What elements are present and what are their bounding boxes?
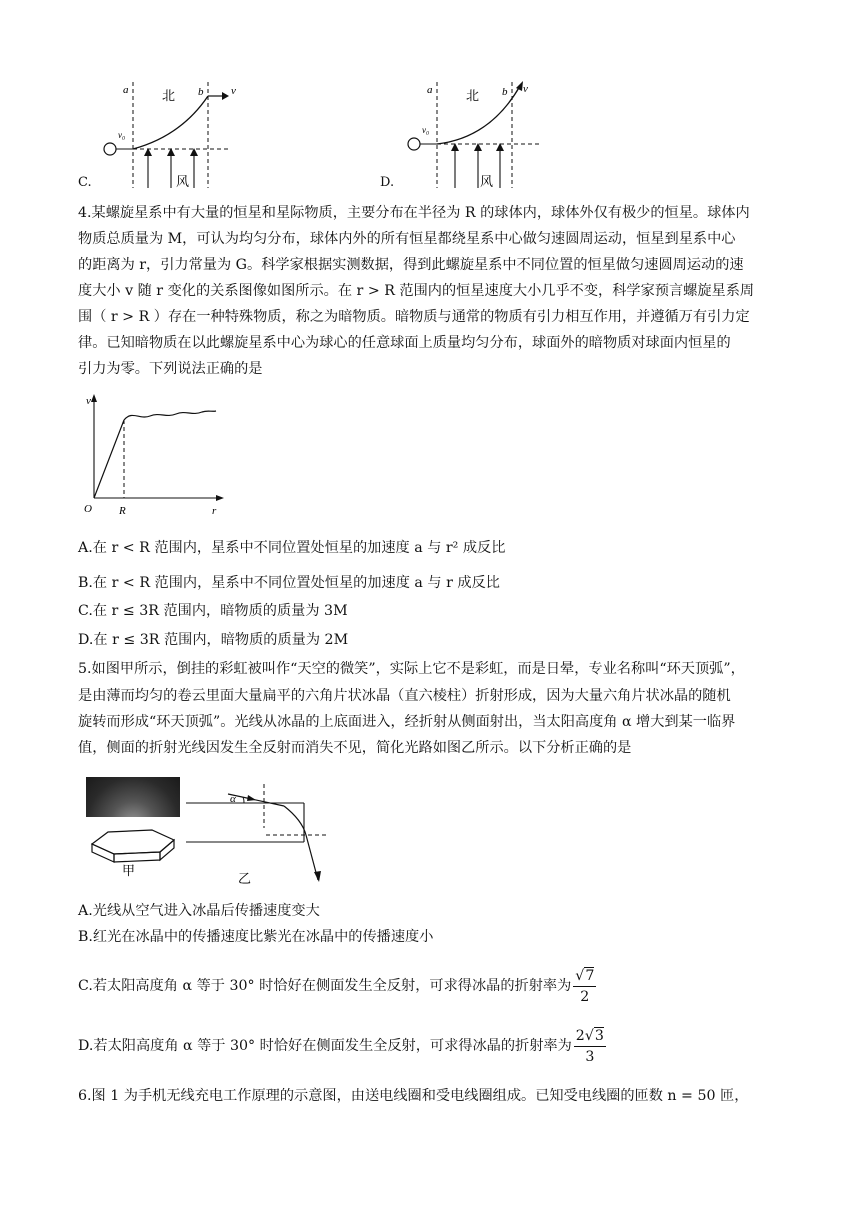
q5-option-c xyxy=(78,961,596,1011)
v0-label: v₀ xyxy=(118,130,126,140)
velocity-label: v xyxy=(231,85,236,97)
wind-label: 风 xyxy=(480,174,494,189)
c-num-sqrt: 7 xyxy=(585,967,595,984)
option-d-label: D. xyxy=(380,175,395,190)
option-c-label: C. xyxy=(78,175,92,190)
velocity-radius-graph xyxy=(82,392,232,520)
q4-text-line: 的距离为 r，引力常量为 G。科学家根据实测数据，得到此螺旋星系中不同位置的恒星做匀速圆周运动的速 xyxy=(78,257,744,273)
y-axis-label: v xyxy=(86,395,91,407)
d-num-sqrt: 3 xyxy=(594,1027,604,1044)
axis-a-label: a xyxy=(123,84,129,96)
sky-photo xyxy=(86,777,180,817)
fig-jia-label: 甲 xyxy=(122,863,136,878)
alpha-label: α xyxy=(230,793,236,805)
figure-option-d xyxy=(400,78,550,190)
q5-option-c-text: C.若太阳高度角 α 等于 30° 时恰好在侧面发生全反射，可求得冰晶的折射率为 xyxy=(78,978,572,994)
north-label: 北 xyxy=(162,88,176,103)
q4-text-line: 物质总质量为 M，可认为均匀分布，球体内外的所有恒星都绕星系中心做匀速圆周运动，恒星到星系中心 xyxy=(78,231,736,247)
light-path-figure xyxy=(186,780,336,885)
q4-option-c: C.在 r ≤ 3R 范围内，暗物质的质量为 3M xyxy=(78,603,348,619)
q6-text-line: 6.图 1 为手机无线充电工作原理的示意图，由送电线圈和受电线圈组成。已知受电线圈的匝数 n = 50 匝， xyxy=(78,1088,749,1104)
q4-text-line: 律。已知暗物质在以此螺旋星系中心为球心的任意球面上质量均匀分布，球面外的暗物质对球面内恒星的 xyxy=(78,335,731,351)
wind-label: 风 xyxy=(176,174,190,189)
fraction-sqrt7-over-2: $\frac{√7}{2}$ xyxy=(575,967,595,1005)
origin-label: O xyxy=(84,503,92,515)
q5-text-line: 旋转而形成“环天顶弧”。光线从冰晶的上底面进入，经折射从侧面射出，当太阳高度角 α 增大到某一临界 xyxy=(78,714,736,730)
north-label: 北 xyxy=(466,88,480,103)
axis-b-label: b xyxy=(198,86,204,98)
d-den: 3 xyxy=(585,1048,595,1065)
q4-option-b: B.在 r < R 范围内，星系中不同位置处恒星的加速度 a 与 r 成反比 xyxy=(78,575,500,591)
axis-a-label: a xyxy=(427,84,433,96)
q5-option-b: B.红光在冰晶中的传播速度比紫光在冰晶中的传播速度小 xyxy=(78,929,434,945)
figure-option-c xyxy=(96,78,246,190)
hexagonal-crystal-figure xyxy=(84,822,184,878)
v0-label: v₀ xyxy=(422,125,430,135)
axis-b-label: b xyxy=(502,86,508,98)
q5-text-line: 是由薄而均匀的卷云里面大量扁平的六角片状冰晶（直六棱柱）折射形成，因为大量六角片状冰晶的随机 xyxy=(78,688,731,704)
q4-option-d: D.在 r ≤ 3R 范围内，暗物质的质量为 2M xyxy=(78,632,349,648)
r-tick-label: R xyxy=(119,505,126,517)
q4-option-a: A.在 r < R 范围内，星系中不同位置处恒星的加速度 a 与 r² 成反比 xyxy=(78,540,506,556)
q5-option-a: A.光线从空气进入冰晶后传播速度变大 xyxy=(78,903,320,919)
q4-text-line: 度大小 v 随 r 变化的关系图像如图所示。在 r > R 范围内的恒星速度大小几乎不变，科学家预言螺旋星系周 xyxy=(78,283,755,299)
q5-option-d xyxy=(78,1021,606,1071)
c-den: 2 xyxy=(580,988,590,1005)
d-num-coef: 2 xyxy=(575,1027,585,1044)
q4-text-line: 引力为零。下列说法正确的是 xyxy=(78,361,263,377)
velocity-label: v xyxy=(523,83,528,95)
q5-option-d-text: D.若太阳高度角 α 等于 30° 时恰好在侧面发生全反射，可求得冰晶的折射率为 xyxy=(78,1038,572,1054)
q5-text-line: 5.如图甲所示，倒挂的彩虹被叫作“天空的微笑”，实际上它不是彩虹，而是日晕，专业名称叫“环天顶弧”， xyxy=(78,661,745,677)
q4-text-line: 围（ r > R ）存在一种特殊物质，称之为暗物质。暗物质与通常的物质有引力相互作用，并遵循万有引力定 xyxy=(78,309,750,325)
fraction-2sqrt3-over-3: $\frac{2√3}{3}$ xyxy=(575,1027,604,1065)
q4-text-line: 4.某螺旋星系中有大量的恒星和星际物质，主要分布在半径为 R 的球体内，球体外仅有极少的恒星。球体内 xyxy=(78,205,750,221)
fig-yi-label: 乙 xyxy=(238,871,252,885)
x-axis-label: r xyxy=(212,505,217,517)
q5-text-line: 值，侧面的折射光线因发生全反射而消失不见，简化光路如图乙所示。以下分析正确的是 xyxy=(78,740,632,756)
